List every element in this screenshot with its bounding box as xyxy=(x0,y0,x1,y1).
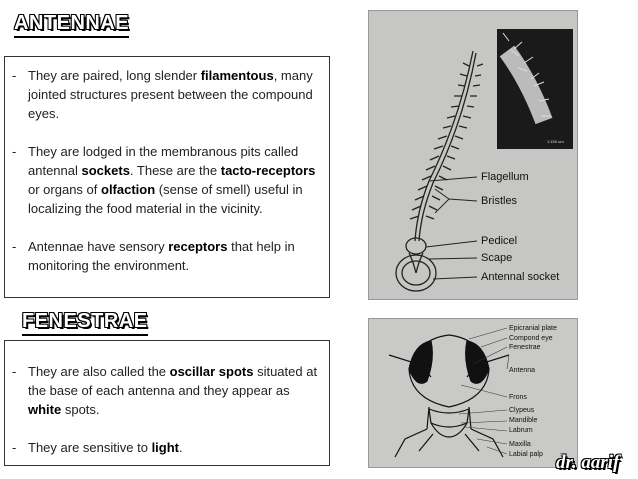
label-labrum: Labrum xyxy=(509,427,533,434)
heading-underline xyxy=(22,334,148,336)
label-antenna: Antenna xyxy=(509,367,536,374)
author-credit: dr. aarif xyxy=(556,452,620,473)
antennae-heading xyxy=(14,12,129,35)
bullet-text: They are also called the xyxy=(28,364,170,379)
label-antennal-socket: Antennal socket xyxy=(481,271,560,283)
bullet-text: situated at the base of each antenna and they appear as xyxy=(28,364,318,398)
bullet-text: . These are the xyxy=(129,163,221,178)
bullet-text: They are paired, long slender xyxy=(28,68,201,83)
antenna-diagram-svg xyxy=(369,11,578,300)
fenestrae-box xyxy=(4,340,330,466)
bullet-text: (sense of smell) useful in localizing the food material in the vicinity. xyxy=(28,182,303,216)
antennae-bullet-3 xyxy=(5,237,321,275)
bullet-text: that help in monitoring the environment. xyxy=(28,239,295,273)
antennae-bullet-2 xyxy=(5,142,321,218)
bullet-text: Antennae have sensory xyxy=(28,239,169,254)
label-scape: Scape xyxy=(481,252,513,264)
label-labial-palp: Labial palp xyxy=(509,451,543,458)
bullet-text: . xyxy=(179,440,183,455)
scale-label: 1:150 um xyxy=(547,139,564,144)
antennae-heading-text: ANTENNAE xyxy=(14,12,130,34)
label-mandible: Mandible xyxy=(509,417,538,424)
fenestrae-bullet-1 xyxy=(5,362,321,419)
bullet-bold: white xyxy=(28,402,62,417)
bullet-dash: - xyxy=(12,68,17,83)
bullet-text: spots. xyxy=(61,402,100,417)
bullet-text: or organs of xyxy=(28,182,101,197)
label-maxilla: Maxilla xyxy=(509,441,531,448)
antennae-box xyxy=(4,56,330,298)
bullet-text: They are sensitive to xyxy=(28,440,152,455)
head-diagram-image xyxy=(368,318,578,468)
bullet-dash: - xyxy=(12,364,17,379)
label-epicranial-plate: Epicranial plate xyxy=(509,325,557,332)
fenestrae-bullet-2 xyxy=(5,438,321,457)
label-compound-eye: Compond eye xyxy=(509,335,553,342)
antennae-bullet-1 xyxy=(5,66,321,123)
bullet-bold: filamentous xyxy=(200,68,274,83)
bullet-bold: tacto-receptors xyxy=(220,163,316,178)
bullet-bold: light xyxy=(151,440,179,455)
label-clypeus: Clypeus xyxy=(509,407,535,414)
heading-underline xyxy=(14,36,129,38)
fenestrae-heading-text: FENESTRAE xyxy=(22,310,148,332)
label-bristles: Bristles xyxy=(481,195,518,207)
head-diagram-svg xyxy=(369,319,578,468)
fenestrae-heading xyxy=(22,310,148,333)
bullet-dash: - xyxy=(12,239,17,254)
bullet-text: , many jointed structures present between the compound eyes. xyxy=(28,68,313,121)
label-flagellum: Flagellum xyxy=(481,171,529,183)
bullet-bold: oscillar spots xyxy=(169,364,254,379)
bullet-text: They are lodged in the membranous pits called antennal xyxy=(28,144,299,178)
bullet-dash: - xyxy=(12,440,17,455)
bullet-bold: olfaction xyxy=(101,182,156,197)
bullet-bold: receptors xyxy=(168,239,228,254)
label-fenestrae: Fenestrae xyxy=(509,344,541,351)
label-frons: Frons xyxy=(509,394,527,401)
label-pedicel: Pedicel xyxy=(481,235,518,247)
bullet-bold: sockets xyxy=(81,163,130,178)
antenna-diagram-image xyxy=(368,10,578,300)
bullet-dash: - xyxy=(12,144,17,159)
